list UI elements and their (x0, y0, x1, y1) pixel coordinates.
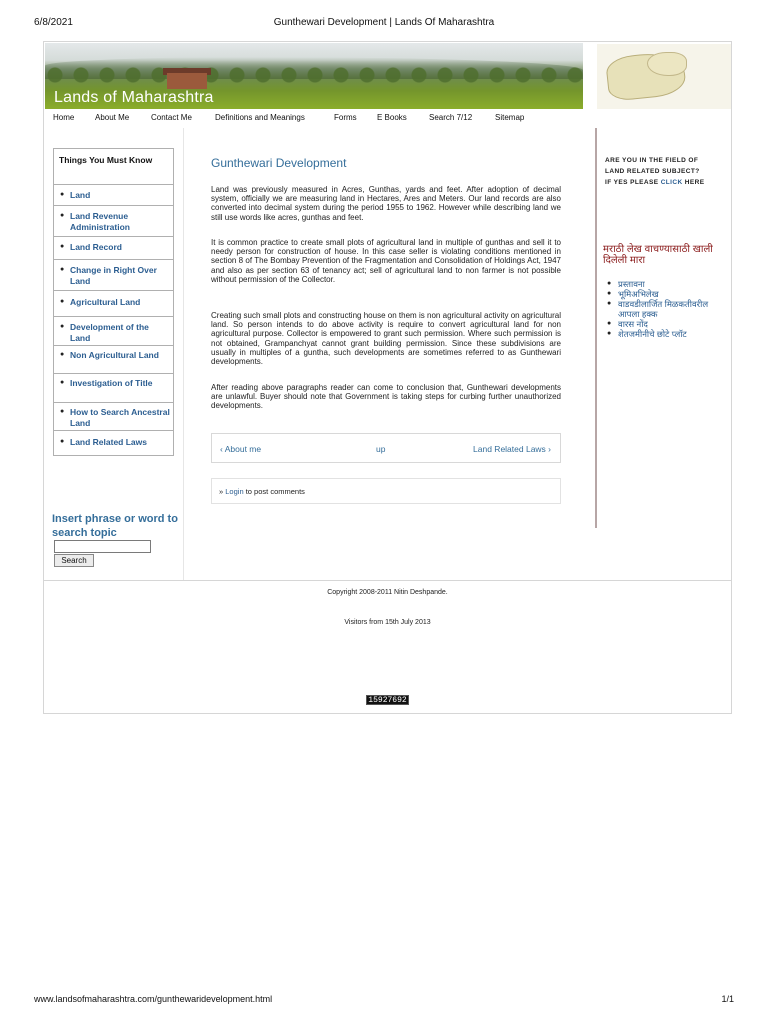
promo-line-3-suffix: HERE (684, 179, 705, 186)
marathi-item-label: प्रस्तावना (618, 279, 645, 289)
sidebar-item-label: Non Agricultural Land (70, 350, 159, 360)
bullet-icon: ● (60, 191, 65, 198)
site-title-link[interactable]: Lands of Maharashtra (54, 89, 214, 106)
content-paragraph-3: Creating such small plots and constructing house on them is non agricultural activity on agricultural land. So person intends to do above activity is require to convert agricultural land for non agricultural purpose. Collector is empowered to grant such permission. Where such permission is not obtained, Grampanchyat cannot grant building permission. Since these subdivisions are usually in multiples of a guntha, such developments are sometimes referred to as Gunthewari developments. (211, 311, 561, 367)
visitor-counter: 15927692 (366, 695, 409, 705)
sidebar-item-search-ancestral-land[interactable] (54, 402, 173, 430)
sidebar-item-label: Land (70, 190, 91, 200)
bullet-icon: ● (60, 298, 65, 305)
main-nav (45, 110, 594, 130)
sidebar-item-label: Agricultural Land (70, 297, 141, 307)
nav-definitions[interactable]: Definitions and Meanings (215, 113, 305, 122)
sidebar-item-label: Land Record (70, 242, 122, 252)
bullet-icon: ● (60, 266, 65, 273)
nav-ebooks[interactable]: E Books (377, 113, 407, 122)
pager-up-link[interactable]: up (376, 444, 386, 454)
bullet-icon: ● (60, 408, 65, 415)
sidebar-item-label: Land Related Laws (70, 437, 147, 447)
sidebar-item-change-in-right[interactable] (54, 259, 173, 290)
marathi-item-label: वारस नोंद (618, 319, 648, 329)
print-date: 6/8/2021 (34, 17, 73, 28)
pager-prev-link[interactable]: ‹ About me (220, 444, 262, 454)
bullet-icon: ● (607, 300, 612, 307)
login-link[interactable]: Login (225, 487, 244, 496)
page-title: Gunthewari Development (211, 156, 347, 170)
sidebar-box-title: Things You Must Know (59, 155, 153, 165)
marathi-item-ancestral-property[interactable] (603, 299, 728, 319)
print-page-number: 1/1 (721, 994, 734, 1004)
sidebar-item-land-revenue-administration[interactable] (54, 205, 173, 236)
bullet-icon: ● (60, 243, 65, 250)
promo-line-3 (605, 177, 723, 188)
sidebar-item-label: Land Revenue Administration (70, 211, 130, 232)
page-frame (43, 41, 732, 714)
banner-trees (45, 65, 583, 85)
bullet-icon: ● (60, 212, 65, 219)
search-heading: Insert phrase or word to search topic (52, 513, 178, 539)
sidebar-item-non-agricultural-land[interactable] (54, 345, 173, 373)
bullet-icon: ● (607, 330, 612, 337)
login-line (219, 487, 305, 496)
print-url: www.landsofmaharashtra.com/gunthewaridevelopment.html (34, 994, 273, 1004)
header-banner (45, 43, 583, 109)
marathi-item-heir-entry[interactable] (603, 319, 728, 329)
nav-sitemap[interactable]: Sitemap (495, 113, 525, 122)
print-page-title: Gunthewari Development | Lands Of Maharashtra (273, 17, 495, 28)
bullet-icon: ● (607, 280, 612, 287)
bullet-icon: ● (60, 438, 65, 445)
bullet-icon: ● (607, 290, 612, 297)
sidebar-item-land-record[interactable] (54, 236, 173, 259)
nav-about-me[interactable]: About Me (95, 113, 130, 122)
bullet-icon: ● (607, 320, 612, 327)
maharashtra-map-image (597, 44, 731, 109)
sidebar-item-label: Development of the Land (70, 322, 149, 343)
marathi-item-introduction[interactable] (603, 279, 728, 289)
site-footer (44, 580, 731, 713)
bullet-icon: ● (60, 379, 65, 386)
promo-click-link[interactable]: CLICK (660, 179, 683, 186)
sidebar-item-land-related-laws[interactable] (54, 430, 173, 455)
marathi-item-label: वाडवडीलार्जित मिळकतीवरील आपला हक्क (618, 299, 709, 319)
land-field-promo (605, 155, 723, 188)
login-suffix: to post comments (245, 487, 305, 496)
content-paragraph-2: It is common practice to create small plots of agricultural land in multiple of gunthas and sell it to needy person for construction of house. In this case seller is violating conditions mentioned in section 8 of The Bombay Prevention of the Fragmentation and Consolidation of Holdings Act, 1947 and also as per section 63 of tenancy act; sell of agricultural land to non farmer is not possible without permission of the Collector. (211, 238, 561, 284)
marathi-articles-heading: मराठी लेख वाचण्यासाठी खाली दिलेली मारा (603, 244, 713, 266)
search-button[interactable]: Search (54, 554, 94, 567)
promo-line-2: LAND RELATED SUBJECT? (605, 168, 700, 175)
bullet-icon: ● (60, 323, 65, 330)
promo-line-3-prefix: IF YES PLEASE (605, 179, 659, 186)
promo-line-1: ARE YOU IN THE FIELD OF (605, 157, 699, 164)
right-column-divider (595, 128, 597, 528)
banner-hut (167, 73, 207, 89)
login-prefix: » (219, 487, 224, 496)
bullet-icon: ● (60, 351, 65, 358)
sidebar-item-agricultural-land[interactable] (54, 290, 173, 316)
marathi-item-label: शेतजमीनीचे छोटे प्लॉट (618, 329, 687, 339)
search-input[interactable] (54, 540, 151, 553)
things-you-must-know-box (53, 148, 174, 456)
nav-contact-me[interactable]: Contact Me (151, 113, 192, 122)
nav-search-712[interactable]: Search 7/12 (429, 113, 473, 122)
copyright-text: Copyright 2008-2011 Nitin Deshpande. (327, 589, 448, 596)
pager-next-link[interactable]: Land Related Laws › (473, 444, 551, 454)
sidebar-item-development-of-land[interactable] (54, 316, 173, 345)
content-paragraph-4: After reading above paragraphs reader can come to conclusion that, Gunthewari developments are unlawful. Buyer should note that Government is taking steps for curbing further unauthorized developments. (211, 383, 561, 411)
marathi-item-label: भूमिअभिलेख (618, 289, 659, 299)
map-region-shape (647, 52, 687, 76)
nav-home[interactable]: Home (53, 113, 75, 122)
sidebar-item-label: How to Search Ancestral Land (70, 407, 170, 428)
visitors-text: Visitors from 15th July 2013 (344, 619, 431, 626)
sidebar-item-label: Change in Right Over Land (70, 265, 157, 286)
marathi-item-small-plots[interactable] (603, 329, 728, 339)
marathi-articles-list (603, 279, 728, 339)
nav-forms[interactable]: Forms (334, 113, 357, 122)
sidebar-item-investigation-of-title[interactable] (54, 373, 173, 402)
book-navigation (211, 433, 561, 463)
sidebar-item-label: Investigation of Title (70, 378, 153, 388)
content-paragraph-1: Land was previously measured in Acres, Gunthas, yards and feet. After adoption of decimal system, officially we are measuring land in Hectares, Ares and Meters. Our land records are also converted into decimal system during the period 1955 to 1962. However while describing land we still use words like acres, gunthas and feet. (211, 185, 561, 222)
marathi-item-land-records[interactable] (603, 289, 728, 299)
comment-login-box (211, 478, 561, 504)
sidebar-item-land[interactable] (54, 184, 173, 205)
